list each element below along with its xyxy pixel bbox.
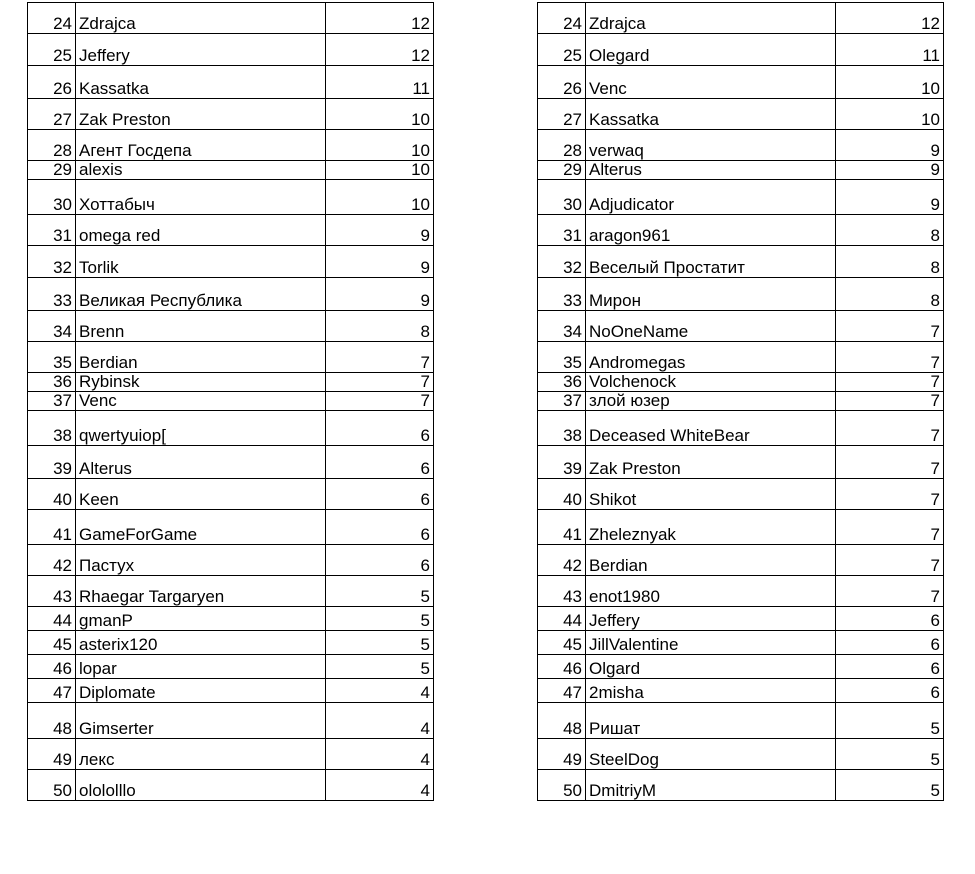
rank-cell: 42 (538, 545, 586, 576)
player-name-cell: aragon961 (586, 215, 836, 246)
score-cell: 9 (326, 246, 434, 278)
score-cell: 12 (836, 3, 944, 34)
table-row (538, 655, 944, 679)
table-row (28, 576, 434, 607)
table-row (28, 631, 434, 655)
score-cell: 10 (326, 99, 434, 130)
rank-cell: 38 (28, 411, 76, 446)
player-name-cell: Gimserter (76, 703, 326, 739)
table-row (28, 311, 434, 342)
rank-cell: 45 (538, 631, 586, 655)
table-row (538, 739, 944, 770)
score-cell: 7 (836, 446, 944, 479)
table-row (28, 655, 434, 679)
player-name-cell: Zdrajca (586, 3, 836, 34)
rank-cell: 31 (28, 215, 76, 246)
player-name-cell: lopar (76, 655, 326, 679)
table-row (28, 34, 434, 66)
player-name-cell: Diplomate (76, 679, 326, 703)
rank-cell: 41 (28, 510, 76, 545)
player-name-cell: Веселый Простатит (586, 246, 836, 278)
player-name-cell: Zak Preston (586, 446, 836, 479)
score-cell: 4 (326, 679, 434, 703)
rank-cell: 32 (28, 246, 76, 278)
table-row (538, 679, 944, 703)
rank-cell: 38 (538, 411, 586, 446)
rank-cell: 30 (538, 180, 586, 215)
rank-cell: 26 (538, 66, 586, 99)
rank-cell: 32 (538, 246, 586, 278)
rank-cell: 30 (28, 180, 76, 215)
player-name-cell: verwaq (586, 130, 836, 161)
score-cell: 5 (836, 770, 944, 801)
score-cell: 10 (326, 161, 434, 180)
player-name-cell: Kassatka (586, 99, 836, 130)
score-cell: 12 (326, 34, 434, 66)
player-name-cell: Ришат (586, 703, 836, 739)
table-row (28, 342, 434, 373)
player-name-cell: Великая Республика (76, 278, 326, 311)
score-cell: 5 (836, 739, 944, 770)
rank-cell: 49 (538, 739, 586, 770)
table-row (538, 311, 944, 342)
player-name-cell: GameForGame (76, 510, 326, 545)
rank-cell: 36 (538, 373, 586, 392)
ranking-table-left-body (28, 3, 434, 801)
score-cell: 5 (326, 655, 434, 679)
ranking-table-left (27, 2, 434, 801)
rank-cell: 36 (28, 373, 76, 392)
player-name-cell: Olgard (586, 655, 836, 679)
player-name-cell: NoOneName (586, 311, 836, 342)
table-row (28, 703, 434, 739)
player-name-cell: лекс (76, 739, 326, 770)
table-row (538, 770, 944, 801)
rank-cell: 41 (538, 510, 586, 545)
player-name-cell: Deceased WhiteBear (586, 411, 836, 446)
player-name-cell: qwertyuiop[ (76, 411, 326, 446)
player-name-cell: Volchenock (586, 373, 836, 392)
score-cell: 4 (326, 703, 434, 739)
score-cell: 7 (836, 479, 944, 510)
rank-cell: 40 (538, 479, 586, 510)
score-cell: 9 (836, 130, 944, 161)
table-row (28, 246, 434, 278)
player-name-cell: Пастух (76, 545, 326, 576)
table-row (538, 545, 944, 576)
score-cell: 7 (326, 342, 434, 373)
score-cell: 7 (836, 392, 944, 411)
player-name-cell: Olegard (586, 34, 836, 66)
table-row (538, 130, 944, 161)
player-name-cell: Alterus (76, 446, 326, 479)
rank-cell: 50 (538, 770, 586, 801)
player-name-cell: Berdian (76, 342, 326, 373)
score-cell: 7 (836, 510, 944, 545)
table-row (538, 373, 944, 392)
player-name-cell: olololllo (76, 770, 326, 801)
table-row (28, 66, 434, 99)
score-cell: 6 (836, 655, 944, 679)
player-name-cell: Andromegas (586, 342, 836, 373)
score-cell: 8 (836, 278, 944, 311)
score-cell: 6 (326, 446, 434, 479)
player-name-cell: enot1980 (586, 576, 836, 607)
player-name-cell: gmanP (76, 607, 326, 631)
rank-cell: 34 (538, 311, 586, 342)
table-row (538, 215, 944, 246)
score-cell: 6 (326, 510, 434, 545)
player-name-cell: Zdrajca (76, 3, 326, 34)
player-name-cell: Shikot (586, 479, 836, 510)
player-name-cell: Jeffery (586, 607, 836, 631)
table-row (538, 510, 944, 545)
table-row (538, 180, 944, 215)
rank-cell: 28 (538, 130, 586, 161)
rank-cell: 28 (28, 130, 76, 161)
score-cell: 7 (836, 576, 944, 607)
score-cell: 5 (836, 703, 944, 739)
rank-cell: 27 (28, 99, 76, 130)
player-name-cell: alexis (76, 161, 326, 180)
table-row (538, 392, 944, 411)
table-row (28, 3, 434, 34)
score-cell: 7 (836, 342, 944, 373)
score-cell: 7 (326, 392, 434, 411)
score-cell: 7 (836, 311, 944, 342)
player-name-cell: злой юзер (586, 392, 836, 411)
rank-cell: 46 (28, 655, 76, 679)
player-name-cell: JillValentine (586, 631, 836, 655)
score-cell: 9 (836, 161, 944, 180)
table-row (538, 446, 944, 479)
player-name-cell: Агент Госдепа (76, 130, 326, 161)
rank-cell: 35 (28, 342, 76, 373)
score-cell: 6 (836, 679, 944, 703)
rank-cell: 35 (538, 342, 586, 373)
rank-cell: 24 (538, 3, 586, 34)
score-cell: 6 (326, 411, 434, 446)
score-cell: 7 (836, 373, 944, 392)
score-cell: 11 (326, 66, 434, 99)
table-row (538, 66, 944, 99)
rank-cell: 43 (538, 576, 586, 607)
player-name-cell: Мирон (586, 278, 836, 311)
score-cell: 5 (326, 607, 434, 631)
rank-cell: 37 (28, 392, 76, 411)
player-name-cell: asterix120 (76, 631, 326, 655)
ranking-table-right-body (538, 3, 944, 801)
table-row (538, 479, 944, 510)
score-cell: 10 (326, 130, 434, 161)
player-name-cell: Venc (586, 66, 836, 99)
score-cell: 6 (326, 545, 434, 576)
rank-cell: 33 (28, 278, 76, 311)
rank-cell: 48 (28, 703, 76, 739)
rank-cell: 25 (28, 34, 76, 66)
player-name-cell: Zheleznyak (586, 510, 836, 545)
score-cell: 10 (836, 99, 944, 130)
table-row (28, 479, 434, 510)
rank-cell: 48 (538, 703, 586, 739)
table-row (538, 99, 944, 130)
table-row (28, 446, 434, 479)
rank-cell: 45 (28, 631, 76, 655)
rank-cell: 46 (538, 655, 586, 679)
player-name-cell: Torlik (76, 246, 326, 278)
table-row (538, 34, 944, 66)
score-cell: 9 (326, 215, 434, 246)
score-cell: 6 (836, 607, 944, 631)
player-name-cell: Alterus (586, 161, 836, 180)
table-row (538, 576, 944, 607)
rank-cell: 47 (28, 679, 76, 703)
rank-cell: 37 (538, 392, 586, 411)
score-cell: 8 (836, 246, 944, 278)
score-cell: 7 (836, 411, 944, 446)
score-cell: 8 (326, 311, 434, 342)
player-name-cell: omega red (76, 215, 326, 246)
rank-cell: 26 (28, 66, 76, 99)
table-row (28, 215, 434, 246)
score-cell: 9 (836, 180, 944, 215)
rank-cell: 31 (538, 215, 586, 246)
rank-cell: 50 (28, 770, 76, 801)
rank-cell: 49 (28, 739, 76, 770)
player-name-cell: Rybinsk (76, 373, 326, 392)
table-row (28, 373, 434, 392)
player-name-cell: DmitriyM (586, 770, 836, 801)
rank-cell: 42 (28, 545, 76, 576)
player-name-cell: Brenn (76, 311, 326, 342)
player-name-cell: Berdian (586, 545, 836, 576)
rank-cell: 27 (538, 99, 586, 130)
rank-cell: 33 (538, 278, 586, 311)
table-row (28, 739, 434, 770)
rank-cell: 25 (538, 34, 586, 66)
rank-cell: 44 (538, 607, 586, 631)
rank-cell: 47 (538, 679, 586, 703)
table-row (28, 161, 434, 180)
score-cell: 4 (326, 770, 434, 801)
table-row (28, 392, 434, 411)
rank-cell: 44 (28, 607, 76, 631)
table-row (538, 607, 944, 631)
table-row (28, 545, 434, 576)
player-name-cell: Keen (76, 479, 326, 510)
table-row (28, 180, 434, 215)
score-cell: 4 (326, 739, 434, 770)
player-name-cell: Adjudicator (586, 180, 836, 215)
table-row (28, 607, 434, 631)
score-cell: 10 (836, 66, 944, 99)
ranking-table-right (537, 2, 944, 801)
table-row (28, 411, 434, 446)
score-cell: 12 (326, 3, 434, 34)
score-cell: 9 (326, 278, 434, 311)
player-name-cell: Jeffery (76, 34, 326, 66)
player-name-cell: 2misha (586, 679, 836, 703)
table-row (28, 99, 434, 130)
table-row (538, 342, 944, 373)
score-cell: 8 (836, 215, 944, 246)
table-row (538, 246, 944, 278)
table-row (28, 510, 434, 545)
table-row (538, 278, 944, 311)
player-name-cell: Хоттабыч (76, 180, 326, 215)
rank-cell: 39 (28, 446, 76, 479)
player-name-cell: Kassatka (76, 66, 326, 99)
rank-cell: 43 (28, 576, 76, 607)
player-name-cell: Venc (76, 392, 326, 411)
table-row (538, 631, 944, 655)
score-cell: 7 (836, 545, 944, 576)
rank-cell: 34 (28, 311, 76, 342)
score-cell: 6 (836, 631, 944, 655)
score-cell: 7 (326, 373, 434, 392)
score-cell: 11 (836, 34, 944, 66)
rank-cell: 40 (28, 479, 76, 510)
table-row (28, 130, 434, 161)
player-name-cell: Zak Preston (76, 99, 326, 130)
score-cell: 5 (326, 576, 434, 607)
rank-cell: 29 (28, 161, 76, 180)
table-row (538, 703, 944, 739)
rank-cell: 24 (28, 3, 76, 34)
table-row (538, 161, 944, 180)
table-row (28, 679, 434, 703)
score-cell: 6 (326, 479, 434, 510)
rank-cell: 39 (538, 446, 586, 479)
player-name-cell: Rhaegar Targaryen (76, 576, 326, 607)
table-row (538, 411, 944, 446)
table-row (28, 770, 434, 801)
score-cell: 5 (326, 631, 434, 655)
table-row (28, 278, 434, 311)
table-row (538, 3, 944, 34)
score-cell: 10 (326, 180, 434, 215)
rank-cell: 29 (538, 161, 586, 180)
player-name-cell: SteelDog (586, 739, 836, 770)
